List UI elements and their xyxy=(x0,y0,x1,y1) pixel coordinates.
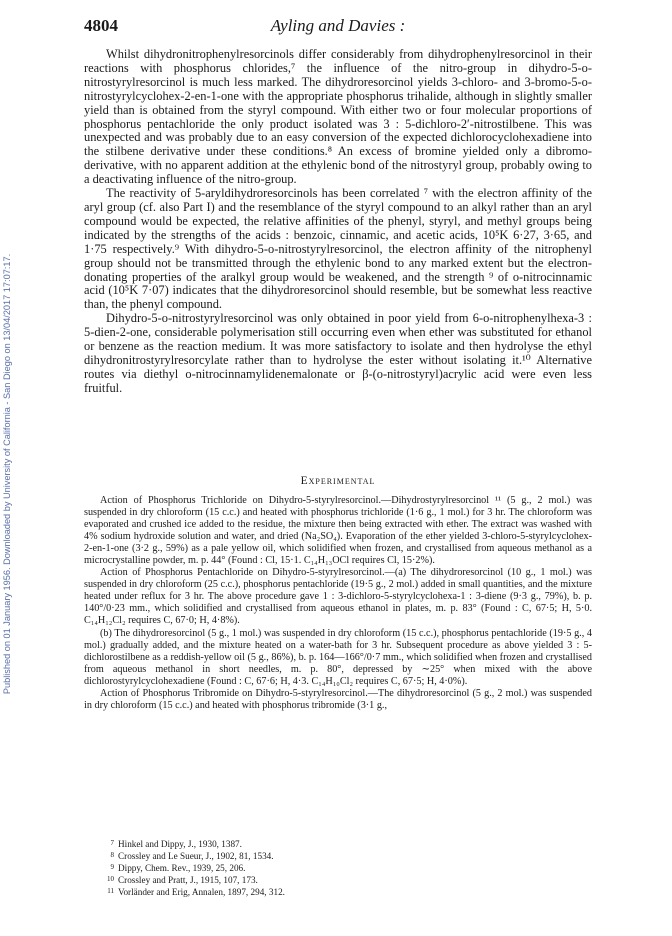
reference-text: Hinkel and Dippy, J., 1930, 1387. xyxy=(118,839,242,849)
reference-text: Crossley and Le Sueur, J., 1902, 81, 1534. xyxy=(118,851,274,861)
reference-item xyxy=(100,850,580,862)
experimental-text xyxy=(84,495,592,712)
download-watermark xyxy=(0,134,14,814)
body-paragraph: Whilst dihydronitrophenylresorcinols differ considerably from dihydrophenylresorcinol in their reactions with phosphorus chlorides,⁷ the influence of the nitro-group in dihydro-5-o-nitrostyrylresorcinol is much less marked. The dihydroresorcinol yields 3-chloro- and 3-bromo-5-o-nitrostyrylcyclohex-2-en-1-one with the appropriate phosphorus trihalide, although in slightly smaller yield than is obtained from the styryl compound. With either two or four molecular proportions of phosphorus pentachloride the only product isolated was 3 : 5-dichloro-2′-nitrostilbene. This was unexpected and was probably due to an easy conversion of the expected dichlorocyclohexadiene into the stilbene derivative under these conditions.⁸ An excess of bromine yielded only a dibromo-derivative, with no apparent addition at the ethylenic bond of the nitrostyryl group, probably owing to a deactivating influence of the nitro-group. xyxy=(84,47,592,187)
reference-item xyxy=(100,874,580,886)
page-number: 4804 xyxy=(84,16,118,35)
body-paragraph: Dihydro-5-o-nitrostyrylresorcinol was only obtained in poor yield from 6-o-nitrophenylhexa-3 : 5-dien-2-one, considerable polymerisation still occurring even when ether was substituted for ethanol or benzene as the reaction medium. It was more satisfactory to isolate and then hydrolyse the ethyl dihydronitrostyrylresorcylate rather than to hydrolyse the ester without isolating it.¹⁰ Alternative routes via diethyl o-nitrocinnamylidenemalonate or β-(o-nitrostyryl)acrylic acid were even less fruitful. xyxy=(84,311,592,395)
reference-text: Dippy, Chem. Rev., 1939, 25, 206. xyxy=(118,863,246,873)
reference-text: Vorländer and Erig, Annalen, 1897, 294, 312. xyxy=(118,887,285,897)
footnote-references xyxy=(100,838,580,898)
reference-item xyxy=(100,862,580,874)
reference-number: 7 xyxy=(110,839,114,847)
reference-number: 8 xyxy=(110,851,114,859)
experimental-paragraph: Action of Phosphorus Tribromide on Dihydro-5-styrylresorcinol.—The dihydroresorcinol (5 g., 2 mol.) was suspended in dry chloroform (15 c.c.) and heated with phosphorus tribromide (3·1 g., xyxy=(84,687,592,711)
reference-number: 11 xyxy=(107,887,114,895)
download-watermark-text: Published on 01 January 1956. Downloaded by University of California - San Diego on 13/04/2017 17:07:17. xyxy=(2,253,12,695)
experimental-paragraph: (b) The dihydroresorcinol (5 g., 1 mol.) was suspended in dry chloroform (15 c.c.), phosphorus pentachloride (19·5 g., 4 mol.) gradually added, and the mixture heated on a water-bath for 3 hr. Subsequent procedure as above yielded 3 : 5-dichlorostilbene as a reddish-yellow oil (5 g., 86%), b. p. 164—166°/0·7 mm., which solidified when frozen and crystallised from aqueous methanol in short needles, m. p. 80°, depressed by ∼25° when mixed with the above dichlorostyrylcyclohexadiene (Found : C, 67·6; H, 4·3. C₁₄H₁₀Cl₂ requires C, 67·5; H, 4·0%). xyxy=(84,627,592,687)
experimental-paragraph: Action of Phosphorus Pentachloride on Dihydro-5-styrylresorcinol.—(a) The dihydroresorcinol (10 g., 1 mol.) was suspended in dry chloroform (25 c.c.), phosphorus pentachloride (19·5 g., 2 mol.) added in small quantities, and the mixture heated under reflux for 3 hr. The above procedure gave 1 : 3-dichloro-5-styrylcyclohexa-1 : 3-diene (9·3 g., 79%), b. p. 140°/0·23 mm., which solidified and crystallised from aqueous ethanol in plates, m. p. 83° (Found : C, 67·5; H, 5·0. C₁₄H₁₂Cl₂ requires C, 67·0; H, 4·8%). xyxy=(84,567,592,627)
reference-number: 9 xyxy=(110,863,114,871)
running-title: Ayling and Davies : xyxy=(270,16,406,35)
body-paragraph: The reactivity of 5-aryldihydroresorcinols has been correlated ⁷ with the electron affinity of the aryl group (cf. also Part I) and the resemblance of the styryl compound to an alkyl rather than an aryl compound would be expected, the relative affinities of the phenyl, styryl, and methyl groups being indicated by the strengths of the acids : benzoic, cinnamic, and acetic acids, 10⁵K 6·27, 3·65, and 1·75 respectively.⁹ With dihydro-5-o-nitrostyrylresorcinol, the electron affinity of the nitrophenyl group should not be transmitted through the ethylenic bond to any marked extent but the electron-donating properties of the aralkyl group would be weakened, and the strength ⁹ of o-nitrocinnamic acid (10⁵K 7·07) indicates that the dihydroresorcinol should resemble, but be somewhat less reactive than, the phenyl compound. xyxy=(84,186,592,312)
reference-text: Crossley and Pratt, J., 1915, 107, 173. xyxy=(118,875,258,885)
reference-item xyxy=(100,886,580,898)
experimental-paragraph: Action of Phosphorus Trichloride on Dihydro-5-styrylresorcinol.—Dihydrostyrylresorcinol ¹¹ (5 g., 2 mol.) was suspended in dry chloroform (15 c.c.) and heated with phosphorus trichloride (1·6 g., 1 mol.) for 3 hr. The chloroform was evaporated and crushed ice added to the residue, the mixture then being extracted with ether. The extract was washed with 4% sodium hydroxide solution and water, and dried (Na₂SO₄). Evaporation of the ether yielded 3-chloro-5-styrylcyclohex-2-en-1-one (3·2 g., 59%) as a pale yellow oil, which solidified when frozen, and crystallised from aqueous methanol as a microcrystalline powder, m. p. 44° (Found : Cl, 15·1. C₁₄H₁₃OCl requires Cl, 15·2%). xyxy=(84,495,592,567)
reference-item xyxy=(100,838,580,850)
page-header xyxy=(84,16,592,40)
reference-number: 10 xyxy=(107,875,114,883)
section-heading: Experimental xyxy=(300,475,376,487)
discussion-text xyxy=(84,48,592,396)
